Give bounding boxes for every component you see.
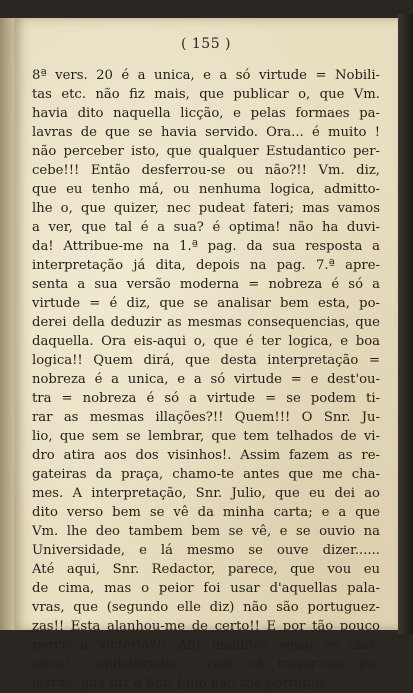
text-line: rar as mesmas illações?!! Quem!!! O Snr. Ju- xyxy=(32,410,380,425)
text-line: a ver, que tal é a sua? é optima! não ha duvi- xyxy=(32,220,380,235)
text-line: lavras de que se havia servido. Ora... é muito ! xyxy=(32,125,380,140)
text-line: lavras, que diz o Snr. Julio não são portugue- xyxy=(32,676,332,691)
text-line: lio, que sem se lembrar, que tem telhados de vi- xyxy=(32,429,380,444)
text-line: cebe!!! Então desferrou-se ou não?!! Vm. diz, xyxy=(32,163,380,178)
text-line: logica!! Quem dirá, que desta interpretação = xyxy=(32,353,380,368)
text-line: vras, que (segundo elle diz) não são portuguez- xyxy=(32,600,380,615)
text-line: interpretação já dita, depois na pag. 7.ª apre- xyxy=(32,258,380,273)
book-page xyxy=(14,18,398,691)
text-line: zas!! Esta alanhou-me de certo!! E por tão pouco xyxy=(32,619,380,634)
text-line: mes. A interpretação, Snr. Julio, que eu dei ao xyxy=(32,486,380,501)
text-line: 8ª vers. 20 é a unica, e a só virtude = Nobili- xyxy=(32,68,380,83)
text-line: da! Attribue-me na 1.ª pag. da sua resposta a xyxy=(32,239,380,254)
text-line: tra = nobreza é só a virtude = se podem ti- xyxy=(32,391,380,406)
text-line: que eu tenho má, ou nenhuma logica, admitto- xyxy=(32,182,380,197)
text-line: havia dito naquella licção, e pelas formaes pa- xyxy=(32,106,380,121)
body-text xyxy=(32,66,380,693)
text-line: daquella. Ora eis-aqui o, que é ter logica, e boa xyxy=(32,334,380,349)
left-page-edge xyxy=(0,18,14,630)
text-line: dito verso bem se vê da minha carta; e a que xyxy=(32,505,380,520)
text-line: Até aqui, Snr. Redactor, parece, que vou eu xyxy=(32,562,380,577)
text-line: lhe o, que quizer, nec pudeat fateri; mas vamos xyxy=(32,201,380,216)
page-number: ( 155 ) xyxy=(180,36,232,52)
right-page-edge xyxy=(398,14,413,634)
text-line: derei della deduzir as mesmas consequencias, que xyxy=(32,315,380,330)
text-line: não perceber isto, que qualquer Estudantico per- xyxy=(32,144,380,159)
text-line: sicos!... endiabrados... vem cá trazer-nos pa- xyxy=(32,657,380,672)
text-line: virtude = é diz, que se analisar bem esta, po- xyxy=(32,296,380,311)
text-line: perco a victoria?!! Ah! malditos sejão os clas- xyxy=(32,638,380,653)
text-line: tas etc. não fiz mais, que publicar o, que Vm. xyxy=(32,87,380,102)
text-line: de cima, mas o peior foi usar d'aquellas pala- xyxy=(32,581,380,596)
text-line: Universidade, e lá mesmo se ouve dizer...... xyxy=(32,543,380,558)
text-line: dro atira aos dos visinhos!. Assim fazem as re- xyxy=(32,448,380,463)
text-line: nobreza é a unica, e a só virtude = e dest'ou- xyxy=(32,372,380,387)
text-line: senta a sua versão moderna = nobreza é só a xyxy=(32,277,380,292)
text-line: gateiras da praça, chamo-te antes que me cha- xyxy=(32,467,380,482)
text-line: Vm. lhe deo tambem bem se vê, e se ouvio na xyxy=(32,524,380,539)
